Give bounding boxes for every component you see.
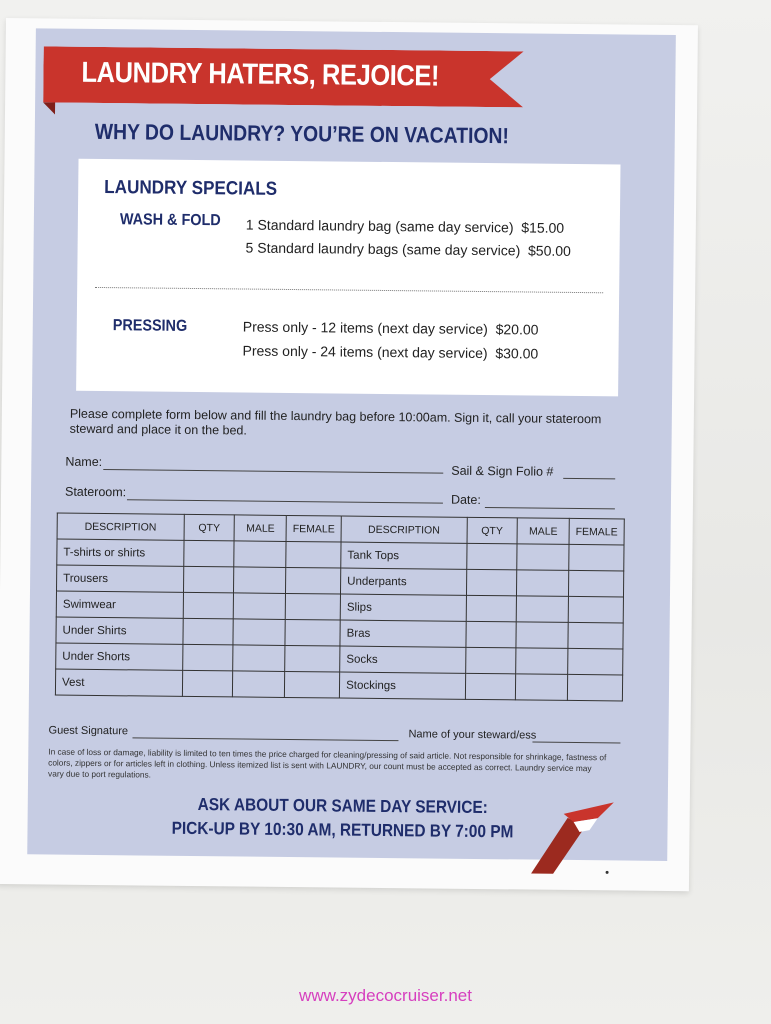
- male-cell[interactable]: [516, 622, 568, 649]
- name-label: Name:: [65, 454, 103, 470]
- laundry-specials-box: [76, 159, 620, 397]
- male-cell[interactable]: [517, 544, 569, 571]
- pressing-label: PRESSING: [112, 317, 188, 335]
- table-row: [55, 669, 622, 701]
- steward-name-label: Name of your steward/ess: [408, 728, 537, 742]
- sail-sign-folio-label: Sail & Sign Folio #: [451, 463, 554, 479]
- column-header: FEMALE: [569, 518, 624, 545]
- female-cell[interactable]: [286, 541, 341, 568]
- instructions: Please complete form below and fill the laundry bag before 10:00am. Sign it, call your stateroom steward and place it on the bed.: [69, 406, 602, 438]
- specials-title: LAUNDRY SPECIALS: [104, 177, 278, 200]
- wash-fold-item-1: 1 Standard laundry bag (same day service) $15.00: [245, 216, 565, 236]
- male-cell[interactable]: [516, 648, 568, 675]
- qty-cell[interactable]: [182, 670, 233, 697]
- male-cell[interactable]: [234, 541, 286, 568]
- guest-signature-label: Guest Signature: [48, 724, 129, 738]
- column-header: FEMALE: [286, 515, 341, 542]
- item-description: Swimwear: [56, 591, 183, 618]
- female-cell[interactable]: [569, 544, 624, 571]
- qty-cell[interactable]: [465, 673, 516, 700]
- price: $15.00: [521, 219, 565, 236]
- website-watermark: www.zydecocruiser.net: [299, 986, 472, 1005]
- qty-cell[interactable]: [183, 592, 234, 619]
- male-cell[interactable]: [517, 596, 569, 623]
- item-description: Under Shirts: [56, 617, 183, 644]
- laundry-flyer: [0, 18, 698, 891]
- qty-cell[interactable]: [466, 595, 517, 622]
- pressing-item-2: Press only - 24 items (next day service) $30.00: [242, 342, 539, 362]
- item-description: Slips: [340, 594, 466, 621]
- male-cell[interactable]: [234, 567, 286, 594]
- qty-cell[interactable]: [183, 618, 234, 645]
- column-header: MALE: [517, 518, 569, 545]
- male-cell[interactable]: [233, 619, 285, 646]
- qty-cell[interactable]: [465, 621, 516, 648]
- female-cell[interactable]: [568, 570, 623, 597]
- wash-fold-label: WASH & FOLD: [119, 211, 221, 230]
- female-cell[interactable]: [285, 619, 340, 646]
- qty-cell[interactable]: [182, 644, 233, 671]
- female-cell[interactable]: [284, 671, 339, 698]
- column-header: QTY: [184, 514, 235, 541]
- male-cell[interactable]: [516, 674, 568, 701]
- column-header: DESCRIPTION: [57, 513, 184, 540]
- carnival-funnel-logo-icon: [523, 795, 616, 876]
- liability-fine-print: In case of loss or damage, liability is limited to ten times the price charged for cleaning/pressing of said article. Not responsible for shrinkage, fastness of colors, zippers or for articles left in clothing. Unless itemized list is sent with LAUNDRY, our count must be accepted as correct. Laundry service may vary due to port regulations.: [48, 746, 607, 780]
- qty-cell[interactable]: [466, 543, 517, 570]
- item-description: Tank Tops: [341, 542, 467, 569]
- male-cell[interactable]: [517, 570, 569, 597]
- female-cell[interactable]: [568, 622, 623, 649]
- item-description: Vest: [55, 669, 182, 696]
- price: $30.00: [495, 345, 539, 362]
- pressing-item-1: Press only - 12 items (next day service) $20.00: [242, 318, 539, 338]
- stateroom-label: Stateroom:: [64, 484, 127, 500]
- female-cell[interactable]: [285, 645, 340, 672]
- qty-cell[interactable]: [183, 566, 234, 593]
- male-cell[interactable]: [234, 593, 286, 620]
- pickup-return-times: PICK-UP BY 10:30 AM, RETURNED BY 7:00 PM: [171, 817, 514, 842]
- section-divider: [95, 287, 603, 293]
- male-cell[interactable]: [233, 671, 285, 698]
- female-cell[interactable]: [286, 567, 341, 594]
- banner-fold: [43, 102, 55, 114]
- item-description: Socks: [340, 646, 466, 673]
- price: $50.00: [527, 242, 571, 259]
- column-header: QTY: [467, 517, 518, 544]
- female-cell[interactable]: [568, 596, 623, 623]
- male-cell[interactable]: [233, 645, 285, 672]
- date-label: Date:: [450, 492, 481, 507]
- qty-cell[interactable]: [466, 569, 517, 596]
- item-description: Trousers: [57, 565, 184, 592]
- item-description: T-shirts or shirts: [57, 539, 184, 566]
- flyer-subtitle: WHY DO LAUNDRY? YOU’RE ON VACATION!: [94, 118, 510, 149]
- item-description: Under Shorts: [56, 643, 183, 670]
- column-header: DESCRIPTION: [341, 516, 467, 543]
- qty-cell[interactable]: [183, 540, 234, 567]
- banner-title: LAUNDRY HATERS, REJOICE!: [81, 56, 440, 93]
- qty-cell[interactable]: [465, 647, 516, 674]
- price: $20.00: [495, 321, 539, 338]
- female-cell[interactable]: [285, 593, 340, 620]
- same-day-service-heading: ASK ABOUT OUR SAME DAY SERVICE:: [197, 794, 488, 818]
- laundry-items-table: [55, 513, 625, 702]
- column-header: MALE: [234, 515, 286, 542]
- item-description: Bras: [340, 620, 466, 647]
- female-cell[interactable]: [567, 674, 622, 701]
- item-description: Stockings: [339, 672, 465, 699]
- wash-fold-item-2: 5 Standard laundry bags (same day service) $50.00: [245, 239, 571, 259]
- item-description: Underpants: [341, 568, 467, 595]
- female-cell[interactable]: [568, 648, 623, 675]
